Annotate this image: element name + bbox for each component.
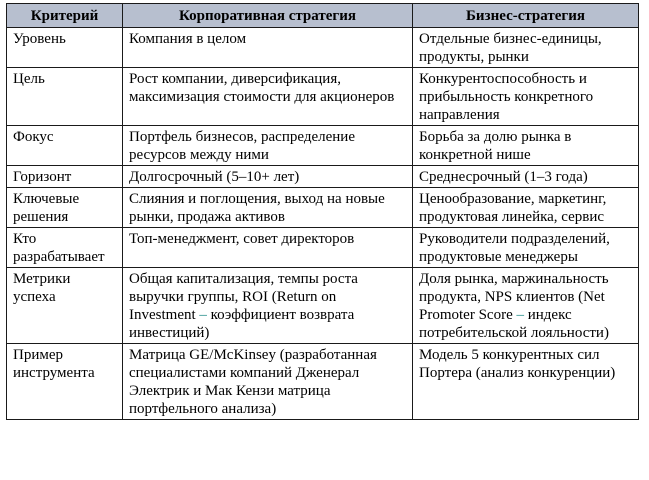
criterion-cell: Уровень — [7, 28, 123, 68]
business-cell: Ценообразование, маркетинг, продуктовая линейка, сервис — [413, 188, 639, 228]
criterion-cell: Цель — [7, 68, 123, 126]
corporate-cell: Портфель бизнесов, распределение ресурсов между ними — [123, 126, 413, 166]
table-row — [7, 28, 639, 68]
criterion-cell: Кто разрабатывает — [7, 228, 123, 268]
business-cell: Модель 5 конкурентных сил Портера (анализ конкуренции) — [413, 344, 639, 420]
dash-highlight: – — [516, 307, 524, 323]
criterion-cell: Ключевые решения — [7, 188, 123, 228]
business-cell — [413, 268, 639, 344]
comparison-table — [6, 3, 639, 420]
criterion-cell: Метрики успеха — [7, 268, 123, 344]
table-row — [7, 126, 639, 166]
business-cell: Отдельные бизнес-единицы, продукты, рынки — [413, 28, 639, 68]
table-row — [7, 166, 639, 188]
business-cell: Конкурентоспособность и прибыльность конкретного направления — [413, 68, 639, 126]
table-row — [7, 228, 639, 268]
table-row — [7, 68, 639, 126]
header-row — [7, 4, 639, 28]
table-row — [7, 188, 639, 228]
business-cell: Руководители подразделений, продуктовые менеджеры — [413, 228, 639, 268]
corporate-cell: Матрица GE/McKinsey (разработанная специалистами компаний Дженерал Электрик и Мак Кензи матрица портфельного анализа) — [123, 344, 413, 420]
criterion-cell: Пример инструмента — [7, 344, 123, 420]
table-row — [7, 344, 639, 420]
metric-text: коэффициент возврата инвестиций) — [129, 307, 355, 341]
corporate-cell: Топ-менеджмент, совет директоров — [123, 228, 413, 268]
business-cell: Среднесрочный (1–3 года) — [413, 166, 639, 188]
corporate-cell: Долгосрочный (5–10+ лет) — [123, 166, 413, 188]
header-business-strategy: Бизнес-стратегия — [413, 4, 639, 28]
dash-highlight: – — [199, 307, 207, 323]
business-cell: Борьба за долю рынка в конкретной нише — [413, 126, 639, 166]
corporate-cell: Слияния и поглощения, выход на новые рынки, продажа активов — [123, 188, 413, 228]
header-criterion: Критерий — [7, 4, 123, 28]
table-row — [7, 268, 639, 344]
header-corporate-strategy: Корпоративная стратегия — [123, 4, 413, 28]
metric-text: Общая капитализация, темпы роста выручки группы, ROI (Return on Investment — [129, 271, 358, 323]
metric-text: Доля рынка, маржинальность продукта, NPS клиентов (Net Promoter Score — [419, 271, 609, 323]
criterion-cell: Фокус — [7, 126, 123, 166]
criterion-cell: Горизонт — [7, 166, 123, 188]
corporate-cell: Компания в целом — [123, 28, 413, 68]
corporate-cell: Рост компании, диверсификация, максимизация стоимости для акционеров — [123, 68, 413, 126]
metric-text: индекс потребительской лояльности) — [419, 307, 609, 341]
corporate-cell — [123, 268, 413, 344]
